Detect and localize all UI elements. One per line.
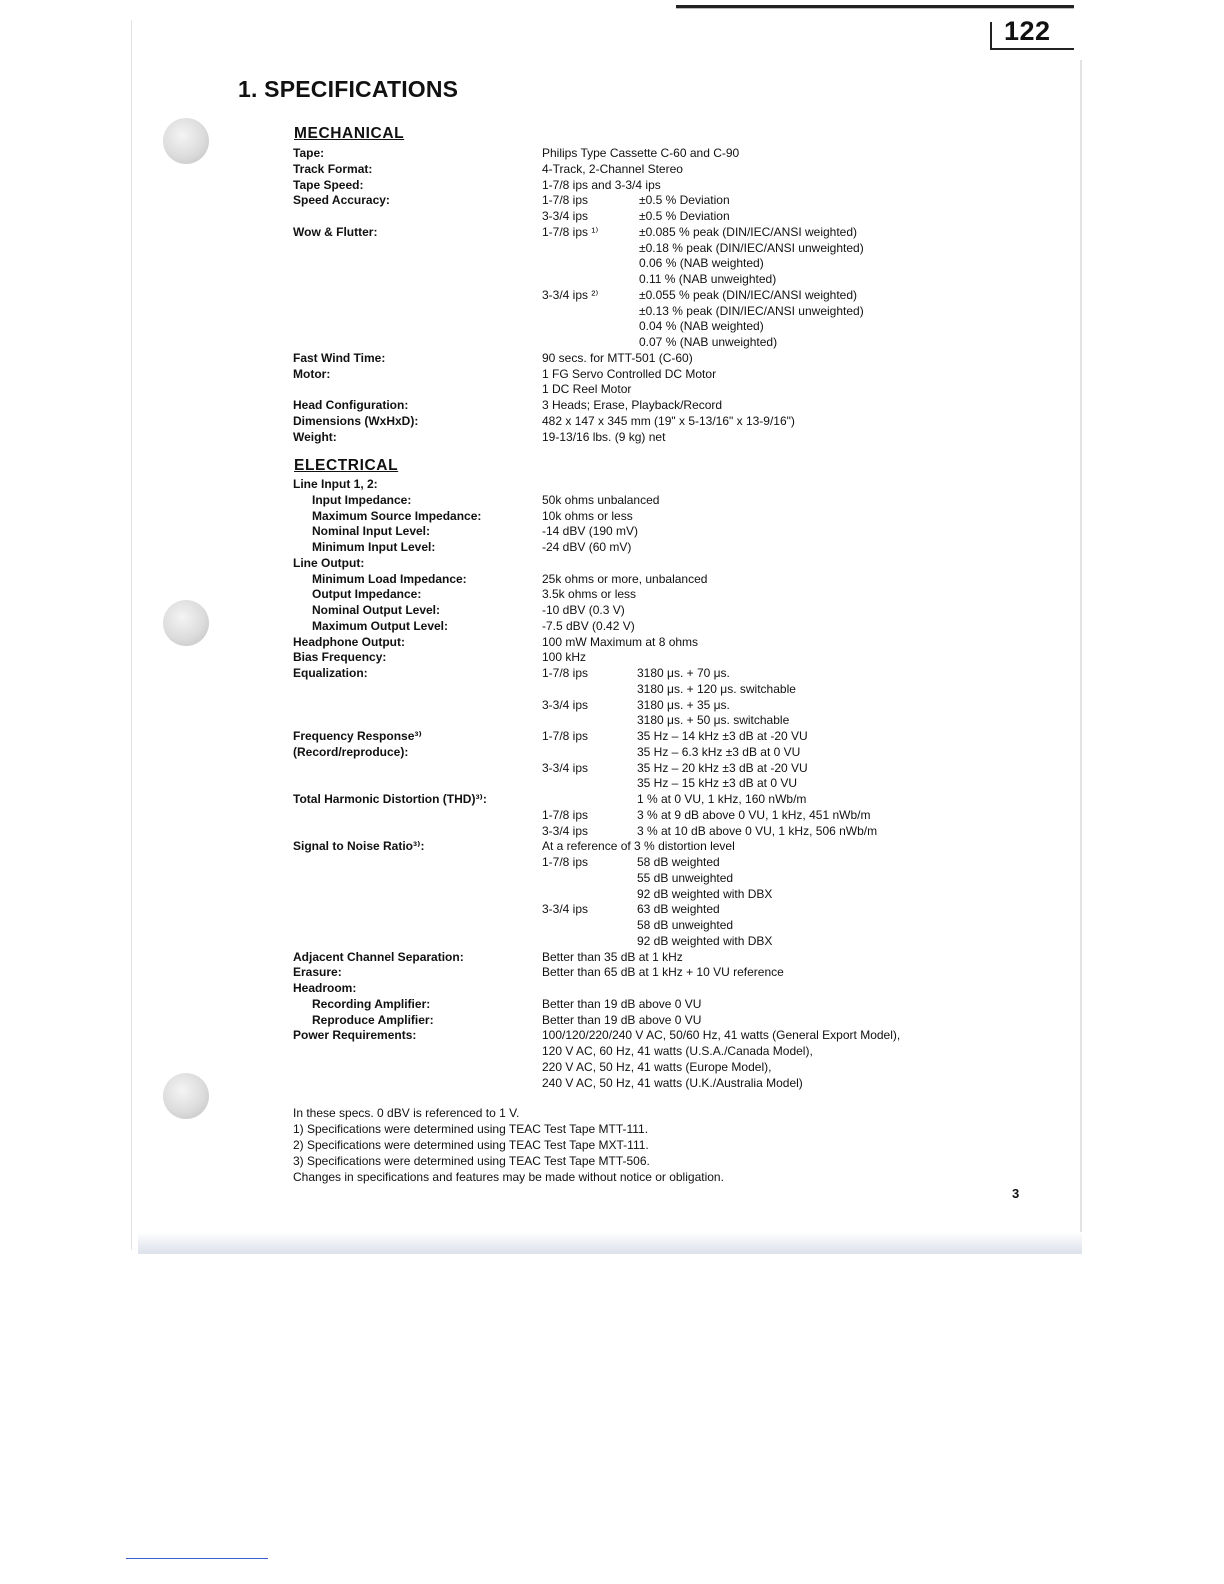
spec-value: 3180 μs. + 35 μs. [637, 697, 730, 712]
spec-value: 3 % at 9 dB above 0 VU, 1 kHz, 451 nWb/m [637, 807, 871, 822]
spec-value: ±0.18 % peak (DIN/IEC/ANSI unweighted) [639, 240, 864, 255]
spec-row [0, 665, 1224, 681]
spec-label: Maximum Output Level: [312, 618, 449, 633]
spec-row [0, 145, 1224, 161]
folio-number: 3 [1012, 1186, 1020, 1201]
spec-row [0, 933, 1224, 949]
spec-value: 63 dB weighted [637, 902, 720, 917]
spec-value: 35 Hz – 14 kHz ±3 dB at -20 VU [637, 729, 808, 743]
spec-label: Wow & Flutter: [293, 224, 378, 239]
spec-label: Adjacent Channel Separation: [293, 949, 464, 964]
spec-row [0, 240, 1224, 256]
spec-label: Line Output: [293, 555, 365, 570]
spec-row [0, 476, 1224, 492]
spec-value: 92 dB weighted with DBX [637, 933, 773, 948]
page-number-bar [990, 22, 992, 50]
spec-row [0, 539, 1224, 555]
spec-row [0, 318, 1224, 334]
bottom-rule [126, 1558, 268, 1559]
spec-label: Maximum Source Impedance: [312, 508, 482, 523]
spec-row [0, 949, 1224, 965]
spec-row [0, 697, 1224, 713]
spec-label: Reproduce Amplifier: [312, 1012, 434, 1027]
spec-row [0, 1027, 1224, 1043]
spec-row [0, 271, 1224, 287]
spec-row [0, 1043, 1224, 1059]
spec-value: 58 dB weighted [637, 855, 720, 869]
spec-label: Output Impedance: [312, 587, 422, 602]
spec-row [0, 760, 1224, 776]
spec-condition: 1-7/8 ips [542, 729, 589, 743]
spec-value: 3 Heads; Erase, Playback/Record [542, 398, 723, 412]
spec-label: Tape: [293, 146, 325, 160]
spec-label: Equalization: [293, 666, 368, 680]
spec-label: Frequency Response³⁾ [293, 729, 422, 743]
spec-value: 25k ohms or more, unbalanced [542, 571, 708, 586]
footnote-line: Changes in specifications and features may be made without notice or obligation. [293, 1170, 724, 1184]
spec-value: 482 x 147 x 345 mm (19" x 5-13/16" x 13-9/16") [542, 413, 795, 428]
spec-value: Better than 65 dB at 1 kHz + 10 VU reference [542, 965, 784, 980]
spec-row [0, 712, 1224, 728]
spec-label: Headroom: [293, 981, 357, 995]
spec-row [0, 429, 1224, 445]
spec-row [0, 649, 1224, 665]
spec-row [0, 350, 1224, 366]
spec-value: 0.11 % (NAB unweighted) [639, 272, 777, 286]
spec-condition: 3-3/4 ips [542, 902, 589, 917]
spec-row [0, 901, 1224, 917]
spec-row [0, 681, 1224, 697]
spec-row [0, 980, 1224, 996]
spec-label: Head Configuration: [293, 398, 409, 412]
spec-row [0, 381, 1224, 397]
spec-row [0, 571, 1224, 587]
spec-label: Speed Accuracy: [293, 193, 390, 208]
spec-label: Fast Wind Time: [293, 350, 386, 365]
spec-value: 3 % at 10 dB above 0 VU, 1 kHz, 506 nWb/m [637, 823, 878, 838]
spec-condition: 1-7/8 ips [542, 855, 589, 869]
spec-condition: 3-3/4 ips [542, 697, 589, 712]
spec-row [0, 586, 1224, 602]
spec-row [0, 775, 1224, 791]
spec-value: 1 % at 0 VU, 1 kHz, 160 nWb/m [637, 792, 807, 806]
page-number-underline [990, 48, 1074, 50]
spec-value: 220 V AC, 50 Hz, 41 watts (Europe Model), [542, 1059, 772, 1074]
spec-value: 92 dB weighted with DBX [637, 886, 773, 901]
footnotes [293, 1105, 724, 1185]
spec-label: Signal to Noise Ratio³⁾: [293, 839, 425, 854]
spec-row [0, 602, 1224, 618]
footnote-line: 1) Specifications were determined using TEAC Test Tape MTT-111. [293, 1122, 649, 1136]
spec-value: 35 Hz – 20 kHz ±3 dB at -20 VU [637, 760, 808, 775]
spec-row [0, 508, 1224, 524]
spec-condition: At a reference of 3 % distortion level [542, 839, 735, 854]
spec-row [0, 287, 1224, 303]
spec-label: Track Format: [293, 161, 373, 176]
footnote-line: 2) Specifications were determined using TEAC Test Tape MXT-111. [293, 1138, 649, 1152]
spec-value: 10k ohms or less [542, 508, 633, 523]
spec-value: 240 V AC, 50 Hz, 41 watts (U.K./Australia Model) [542, 1075, 803, 1090]
footnote-line: In these specs. 0 dBV is referenced to 1 V. [293, 1106, 520, 1120]
page-bottom-shadow [138, 1232, 1082, 1254]
spec-label: Recording Amplifier: [312, 996, 431, 1011]
spec-row [0, 870, 1224, 886]
spec-value: 3.5k ohms or less [542, 587, 637, 602]
spec-condition: 1-7/8 ips ¹⁾ [542, 224, 599, 239]
spec-label: Power Requirements: [293, 1028, 417, 1043]
spec-row [0, 366, 1224, 382]
spec-value: 4-Track, 2-Channel Stereo [542, 161, 683, 176]
spec-label: Minimum Load Impedance: [312, 571, 467, 586]
spec-row [0, 854, 1224, 870]
spec-value: -7.5 dBV (0.42 V) [542, 618, 635, 633]
spec-value: 0.04 % (NAB weighted) [639, 319, 764, 334]
spec-value: -14 dBV (190 mV) [542, 524, 639, 539]
spec-row [0, 1059, 1224, 1075]
spec-row [0, 334, 1224, 350]
spec-value: Better than 35 dB at 1 kHz [542, 949, 683, 964]
spec-row [0, 744, 1224, 760]
spec-value: 0.07 % (NAB unweighted) [639, 335, 778, 349]
spec-label: Nominal Output Level: [312, 603, 441, 617]
spec-row [0, 192, 1224, 208]
spec-row [0, 791, 1224, 807]
spec-value: ±0.085 % peak (DIN/IEC/ANSI weighted) [639, 224, 858, 239]
mechanical-heading: MECHANICAL [294, 125, 405, 142]
spec-value: 90 secs. for MTT-501 (C-60) [542, 350, 693, 365]
spec-label: (Record/reproduce): [293, 744, 409, 759]
spec-row [0, 255, 1224, 271]
spec-value: 100/120/220/240 V AC, 50/60 Hz, 41 watts (General Export Model), [542, 1028, 901, 1043]
spec-value: 120 V AC, 60 Hz, 41 watts (U.S.A./Canada Model), [542, 1044, 813, 1058]
spec-condition: 1-7/8 ips [542, 193, 589, 208]
spec-value: 19-13/16 lbs. (9 kg) net [542, 429, 666, 444]
spec-value: ±0.13 % peak (DIN/IEC/ANSI unweighted) [639, 303, 864, 318]
spec-value: 1 DC Reel Motor [542, 382, 632, 397]
spec-value: -10 dBV (0.3 V) [542, 603, 625, 617]
spec-value: 35 Hz – 15 kHz ±3 dB at 0 VU [637, 776, 797, 791]
spec-condition: 3-3/4 ips [542, 760, 589, 775]
electrical-heading: ELECTRICAL [294, 457, 399, 474]
spec-value: -24 dBV (60 mV) [542, 540, 632, 554]
spec-value: 3180 μs. + 70 μs. [637, 666, 730, 680]
spec-row [0, 208, 1224, 224]
spec-value: 1 FG Servo Controlled DC Motor [542, 366, 717, 381]
spec-condition: 1-7/8 ips [542, 666, 589, 680]
spec-label: Input Impedance: [312, 492, 412, 507]
spec-row [0, 964, 1224, 980]
spec-condition: 3-3/4 ips [542, 823, 589, 838]
spec-row [0, 996, 1224, 1012]
page-title: 1. SPECIFICATIONS [238, 76, 459, 102]
spec-row [0, 823, 1224, 839]
spec-row [0, 492, 1224, 508]
spec-condition: 3-3/4 ips [542, 209, 589, 223]
spec-value: 100 mW Maximum at 8 ohms [542, 634, 699, 649]
spec-row [0, 161, 1224, 177]
spec-value: Better than 19 dB above 0 VU [542, 1012, 702, 1027]
spec-value: 3180 μs. + 120 μs. switchable [637, 681, 796, 696]
spec-label: Dimensions (WxHxD): [293, 413, 419, 428]
spec-label: Headphone Output: [293, 634, 405, 649]
spec-row [0, 523, 1224, 539]
spec-label: Bias Frequency: [293, 650, 387, 665]
spec-value: 35 Hz – 6.3 kHz ±3 dB at 0 VU [637, 744, 801, 759]
spec-row [0, 303, 1224, 319]
spec-label: Erasure: [293, 965, 342, 980]
spec-row [0, 618, 1224, 634]
spec-row [0, 728, 1224, 744]
spec-row [0, 413, 1224, 429]
spec-value: 3180 μs. + 50 μs. switchable [637, 713, 790, 728]
spec-condition: 1-7/8 ips [542, 807, 589, 822]
spec-value: 58 dB unweighted [637, 918, 734, 932]
spec-value: ±0.5 % Deviation [639, 209, 730, 223]
spec-value: 55 dB unweighted [637, 870, 734, 885]
spec-row [0, 1075, 1224, 1091]
spec-value: 1-7/8 ips and 3-3/4 ips [542, 177, 661, 192]
spec-row [0, 886, 1224, 902]
spec-label: Minimum Input Level: [312, 540, 436, 554]
spec-label: Tape Speed: [293, 177, 364, 192]
spec-label: Total Harmonic Distortion (THD)³⁾: [293, 792, 487, 806]
spec-value: ±0.5 % Deviation [639, 193, 730, 208]
spec-value: ±0.055 % peak (DIN/IEC/ANSI weighted) [639, 287, 858, 302]
spec-row [0, 917, 1224, 933]
spec-condition: 3-3/4 ips ²⁾ [542, 287, 599, 302]
spec-value: 50k ohms unbalanced [542, 492, 660, 507]
spec-value: Better than 19 dB above 0 VU [542, 996, 702, 1011]
spec-label: Line Input 1, 2: [293, 477, 378, 491]
spec-row [0, 807, 1224, 823]
spec-value: 0.06 % (NAB weighted) [639, 256, 764, 271]
page-number-box [990, 14, 1074, 48]
spec-row [0, 397, 1224, 413]
spec-row [0, 555, 1224, 571]
spec-row [0, 1012, 1224, 1028]
spec-row [0, 838, 1224, 854]
page-number: 122 [1004, 16, 1051, 46]
spec-label: Nominal Input Level: [312, 524, 431, 539]
spec-label: Motor: [293, 366, 331, 381]
spec-row [0, 224, 1224, 240]
footnote-line: 3) Specifications were determined using TEAC Test Tape MTT-506. [293, 1154, 650, 1168]
spec-label: Weight: [293, 429, 337, 444]
top-rule-shadow [676, 8, 1074, 9]
spec-row [0, 634, 1224, 650]
spec-value: 100 kHz [542, 650, 587, 665]
spec-value: Philips Type Cassette C-60 and C-90 [542, 146, 740, 160]
spec-row [0, 177, 1224, 193]
